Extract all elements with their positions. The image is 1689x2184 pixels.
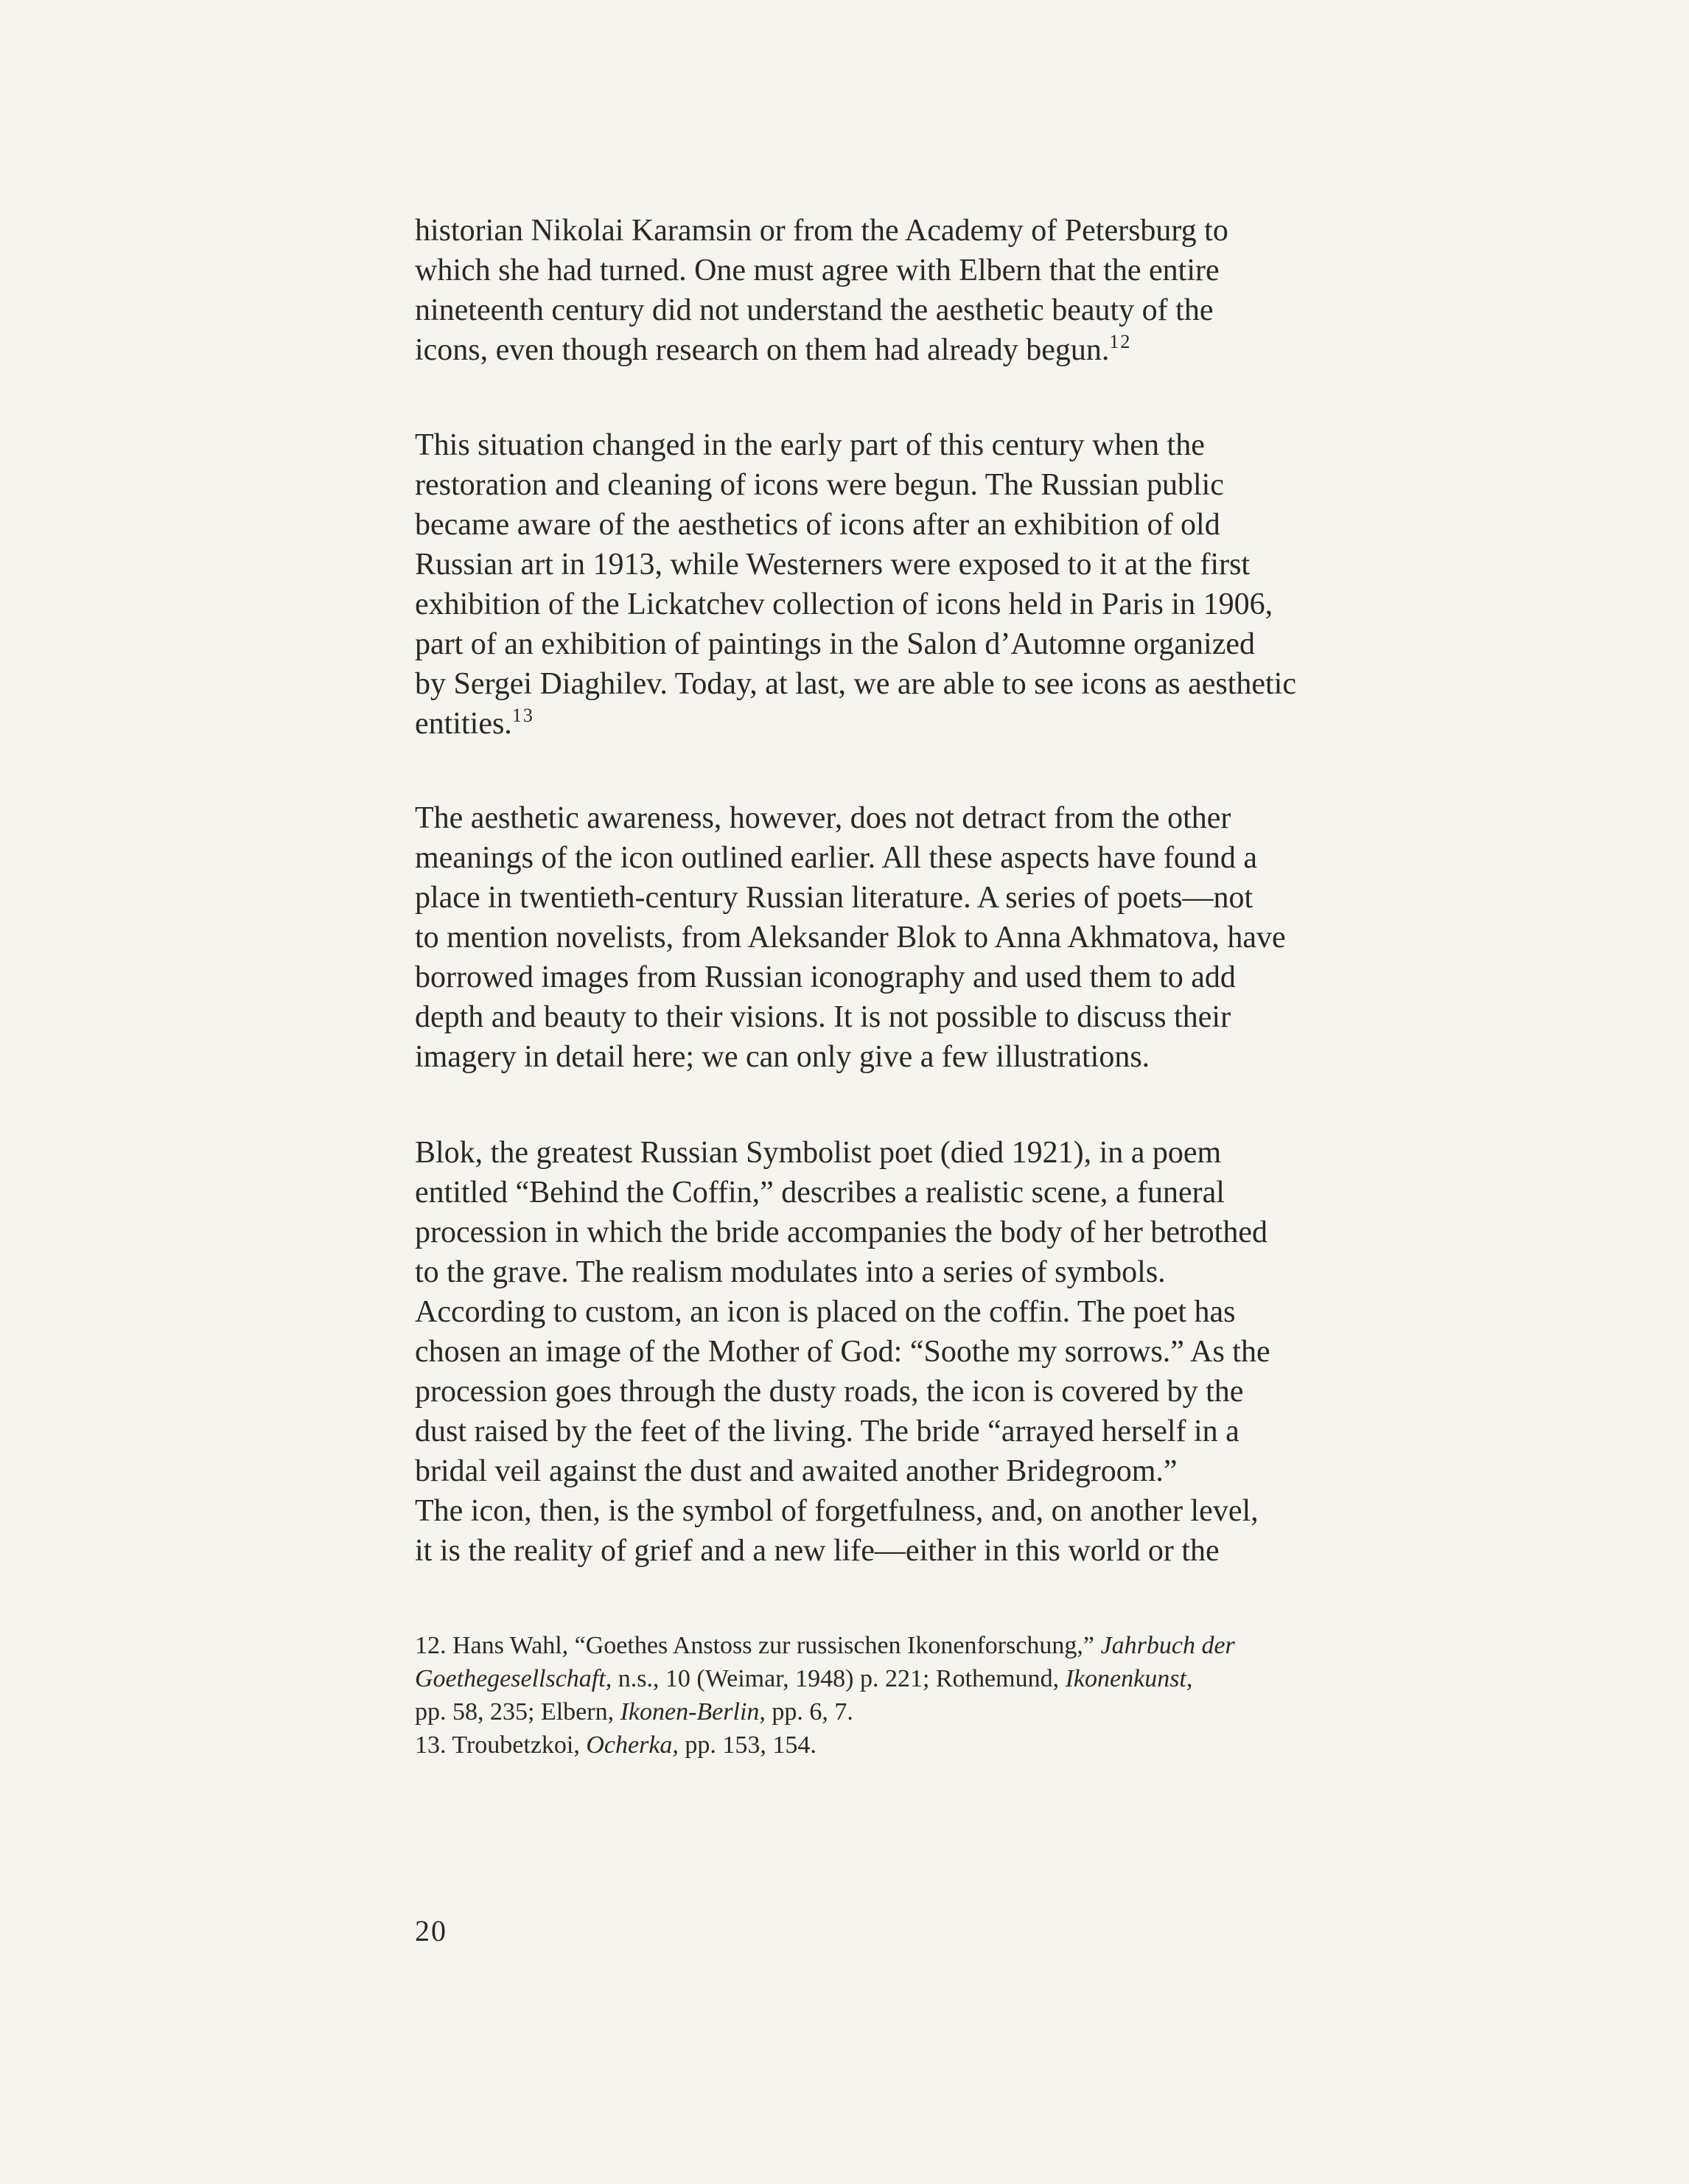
footnote-text: 12. Hans Wahl, “Goethes Anstoss zur russischen Ikonenforschung,” <box>415 1632 1101 1659</box>
text-line: restoration and cleaning of icons were begun. The Russian public <box>415 468 1224 502</box>
text-line: Russian art in 1913, while Westerners were exposed to it at the first <box>415 548 1251 582</box>
text-line <box>415 330 1461 370</box>
footnote-12-line-2 <box>415 1662 1461 1695</box>
text-line: The icon, then, is the symbol of forgetfulness, and, on another level, <box>415 1494 1259 1528</box>
text-line: borrowed images from Russian iconography and used them to add <box>415 960 1236 994</box>
footnote-title: Ikonenkunst, <box>1065 1665 1193 1692</box>
footnote-ref-12[interactable]: 12 <box>1109 331 1132 352</box>
footnote-title: Ikonen-Berlin, <box>620 1698 766 1726</box>
footnote-text: n.s., 10 (Weimar, 1948) p. 221; Rothemund, <box>612 1665 1066 1692</box>
text-line: depth and beauty to their visions. It is not possible to discuss their <box>415 1000 1231 1034</box>
text-line: procession in which the bride accompanies the body of her betrothed <box>415 1215 1267 1249</box>
text-line: nineteenth century did not understand the aesthetic beauty of the <box>415 293 1214 327</box>
text-line-content: icons, even though research on them had already begun. <box>415 333 1110 367</box>
text-line: The aesthetic awareness, however, does not detract from the other <box>415 801 1231 835</box>
paragraph-3 <box>415 798 1461 1077</box>
text-line-content: entities. <box>415 707 512 741</box>
text-line: Blok, the greatest Russian Symbolist poet (died 1921), in a poem <box>415 1136 1222 1170</box>
footnote-title: Goethegesellschaft, <box>415 1665 612 1692</box>
footnote-title: Ocherka, <box>586 1731 679 1759</box>
footnote-ref-13[interactable]: 13 <box>511 705 534 726</box>
page-number: 20 <box>415 1914 447 1947</box>
text-line: imagery in detail here; we can only give a few illustrations. <box>415 1040 1150 1074</box>
footnote-text: pp. 153, 154. <box>678 1731 816 1759</box>
footnote-12-line-1 <box>415 1629 1461 1662</box>
footnote-12-line-3 <box>415 1695 1461 1728</box>
text-line: chosen an image of the Mother of God: “Soothe my sorrows.” As the <box>415 1335 1270 1369</box>
text-line: bridal veil against the dust and awaited another Bridegroom.” <box>415 1454 1178 1488</box>
text-line: meanings of the icon outlined earlier. All these aspects have found a <box>415 841 1257 875</box>
text-line: it is the reality of grief and a new life—either in this world or the <box>415 1534 1220 1568</box>
text-line: by Sergei Diaghilev. Today, at last, we are able to see icons as aesthetic <box>415 667 1296 701</box>
text-line: historian Nikolai Karamsin or from the Academy of Petersburg to <box>415 214 1228 248</box>
text-line: procession goes through the dusty roads, the icon is covered by the <box>415 1375 1244 1409</box>
text-line: to the grave. The realism modulates into a series of symbols. <box>415 1255 1166 1289</box>
paragraph-1 <box>415 211 1461 370</box>
text-line: entitled “Behind the Coffin,” describes a realistic scene, a funeral <box>415 1176 1225 1210</box>
text-line: part of an exhibition of paintings in the Salon d’Automne organized <box>415 627 1255 661</box>
text-line: exhibition of the Lickatchev collection of icons held in Paris in 1906, <box>415 587 1273 621</box>
text-line: to mention novelists, from Aleksander Blok to Anna Akhmatova, have <box>415 921 1286 955</box>
text-line: dust raised by the feet of the living. The bride “arrayed herself in a <box>415 1414 1239 1448</box>
text-line: This situation changed in the early part of this century when the <box>415 428 1205 462</box>
text-line: place in twentieth-century Russian literature. A series of poets—not <box>415 881 1253 915</box>
text-line <box>415 704 1461 744</box>
text-line: became aware of the aesthetics of icons after an exhibition of old <box>415 508 1220 542</box>
footnote-text: pp. 6, 7. <box>765 1698 853 1726</box>
paragraph-2 <box>415 425 1461 744</box>
text-line: According to custom, an icon is placed on the coffin. The poet has <box>415 1295 1236 1329</box>
footnote-text: 13. Troubetzkoi, <box>415 1731 587 1759</box>
footnote-text: pp. 58, 235; Elbern, <box>415 1698 620 1726</box>
paragraph-4 <box>415 1133 1461 1571</box>
footnotes <box>415 1629 1461 1762</box>
footnote-13 <box>415 1728 1461 1762</box>
text-line: which she had turned. One must agree with Elbern that the entire <box>415 254 1220 287</box>
footnote-title: Jahrbuch der <box>1100 1632 1235 1659</box>
